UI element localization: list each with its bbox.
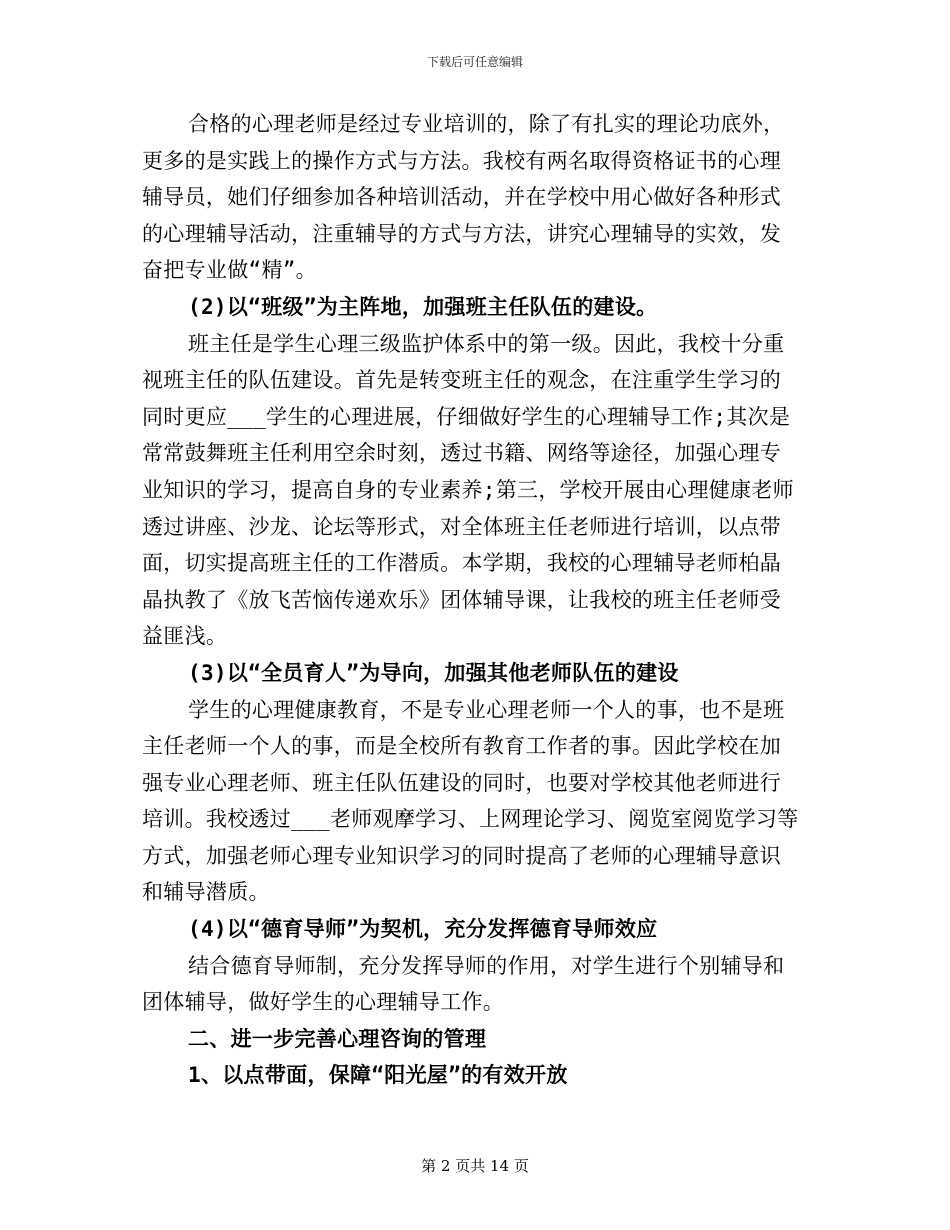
paragraph-line: 培训。我校透过___老师观摩学习、上网理论学习、阅览室阅览学习等	[142, 807, 799, 832]
paragraph-line: 学生的心理健康教育，不是专业心理老师一个人的事，也不是班	[188, 697, 785, 722]
section-heading: (2)以“班级”为主阵地，加强班主任队伍的建设。	[188, 294, 658, 319]
page-footer: 第 2 页共 14 页	[421, 1157, 529, 1175]
section-heading: 1、以点带面，保障“阳光屋”的有效开放	[188, 1063, 568, 1088]
paragraph-line: 团体辅导，做好学生的心理辅导工作。	[142, 990, 505, 1015]
body-text	[142, 106, 798, 1094]
section-heading: 二、进一步完善心理咨询的管理	[188, 1026, 487, 1051]
paragraph-line: 合格的心理老师是经过专业培训的，除了有扎实的理论功底外，	[188, 112, 785, 136]
paragraph-line: 业知识的学习，提高自身的专业素养;第三，学校开展由心理健康老师	[142, 477, 794, 502]
paragraph-line: 同时更应___学生的心理进展，仔细做好学生的心理辅导工作;其次是	[142, 404, 791, 429]
paragraph-line: 和辅导潜质。	[142, 880, 270, 905]
paragraph-line: 强专业心理老师、班主任队伍建设的同时，也要对学校其他老师进行	[142, 770, 781, 795]
paragraph-line: 面，切实提高班主任的工作潜质。本学期，我校的心理辅导老师柏晶	[142, 551, 781, 576]
paragraph-line: 方式，加强老师心理专业知识学习的同时提高了老师的心理辅导意识	[142, 843, 781, 868]
paragraph-line: 透过讲座、沙龙、论坛等形式，对全体班主任老师进行培训，以点带	[142, 514, 781, 539]
paragraph-line: 的心理辅导活动，注重辅导的方式与方法，讲究心理辅导的实效，发	[142, 221, 781, 246]
paragraph-line: 常常鼓舞班主任利用空余时刻，透过书籍、网络等途径，加强心理专	[142, 441, 781, 466]
paragraph-line: 奋把专业做“精”。	[142, 258, 317, 283]
paragraph-line: 晶执教了《放飞苦恼传递欢乐》团体辅导课，让我校的班主任老师受	[142, 587, 781, 612]
paragraph-line: 辅导员，她们仔细参加各种培训活动，并在学校中用心做好各种形式	[142, 185, 781, 210]
section-heading: (3)以“全员育人”为导向，加强其他老师队伍的建设	[188, 660, 679, 685]
page-header: 下载后可任意编辑	[426, 55, 523, 69]
paragraph-line: 结合德育导师制，充分发挥导师的作用，对学生进行个别辅导和	[188, 953, 785, 978]
section-heading: (4)以“德育导师”为契机，充分发挥德育导师效应	[188, 917, 658, 942]
paragraph-line: 主任老师一个人的事，而是全校所有教育工作者的事。因此学校在加	[142, 734, 781, 759]
paragraph-line: 更多的是实践上的操作方式与方法。我校有两名取得资格证书的心理	[142, 148, 781, 173]
paragraph-line: 班主任是学生心理三级监护体系中的第一级。因此，我校十分重	[188, 331, 785, 356]
paragraph-line: 益匪浅。	[142, 624, 228, 649]
paragraph-line: 视班主任的队伍建设。首先是转变班主任的观念，在注重学生学习的	[142, 368, 781, 393]
